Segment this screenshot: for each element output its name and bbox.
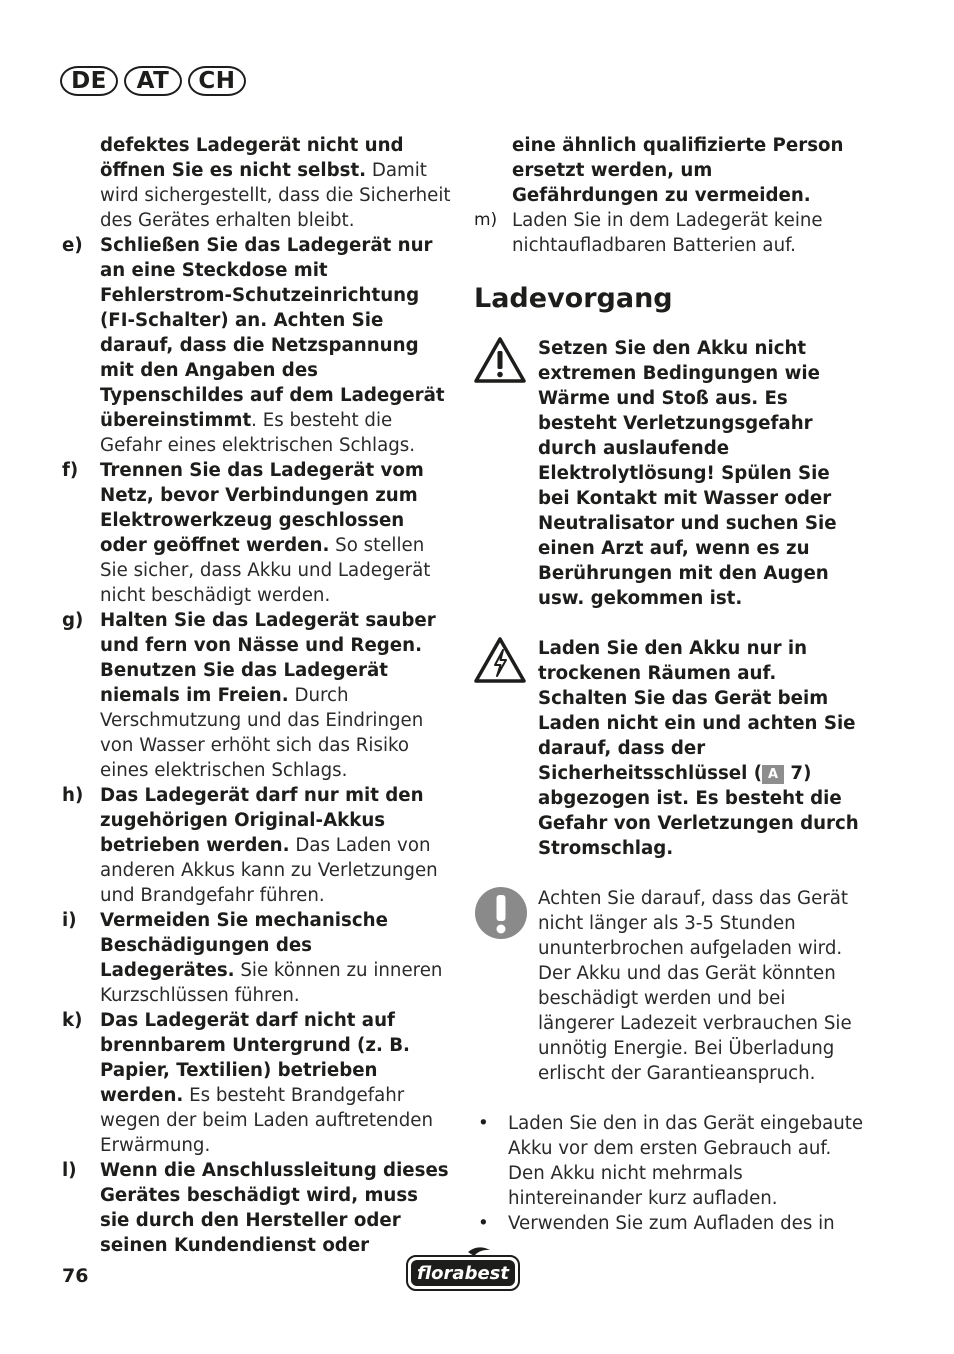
list-marker: e) — [62, 235, 83, 256]
list-item-text: Das Laden von anderen Akkus kann zu Verletzungen und Brandgefahr führen. — [100, 835, 438, 906]
intro-bold: defektes Ladegerät nicht und öffnen Sie es nicht selbst. — [100, 135, 404, 181]
list-item-e — [62, 233, 452, 458]
list-item-bold: Vermeiden Sie mechanische Beschädigungen des Ladegerätes. — [100, 910, 388, 981]
right-column — [474, 133, 864, 1236]
language-badge-de: DE — [60, 66, 118, 96]
left-column — [62, 133, 452, 1258]
bullet-list — [474, 1111, 864, 1236]
list-item-bold: Schließen Sie das Ladegerät nur an eine Steckdose mit Fehlerstrom-Schutzeinrichtung (FI-Schalter) an. Achten Sie darauf, dass die Netzspannung mit den Angaben des Typenschildes auf dem Ladegerät übereinstimmt — [100, 235, 445, 431]
list-marker: k) — [62, 1010, 83, 1031]
list-item-f — [62, 458, 452, 608]
continuation-text: eine ähnlich qualifizierte Person ersetzt werden, um Gefährdungen zu vermeiden. — [512, 135, 844, 206]
warning-triangle-icon — [474, 336, 526, 391]
bullet-text: Verwenden Sie zum Aufladen des in — [508, 1213, 835, 1234]
list-marker: f) — [62, 460, 79, 481]
list-item-text: Es besteht Brandgefahr wegen der beim Laden auftretenden Erwärmung. — [100, 1085, 433, 1156]
list-marker: h) — [62, 785, 84, 806]
list-item-m — [474, 208, 864, 258]
language-badge-at: AT — [124, 66, 182, 96]
svg-text:florabest: florabest — [417, 1263, 509, 1284]
list-item-text: . Es besteht die Gefahr eines elektrischen Schlags. — [100, 410, 416, 456]
list-item-bold: Trennen Sie das Ladegerät vom Netz, bevor Verbindungen zum Elektrowerkzeug geschlossen oder geöffnet werden. — [100, 460, 424, 556]
list-item-bold: Halten Sie das Ladegerät sauber und fern von Nässe und Regen. Benutzen Sie das Ladegerät niemals im Freien. — [100, 610, 436, 706]
list-item — [474, 1211, 864, 1236]
electric-notice-text-start: Laden Sie den Akku nur in trockenen Räumen auf. Schalten Sie das Gerät beim Laden nicht ein und achten Sie darauf, dass der Sicherheitsschlüssel ( — [538, 638, 856, 784]
bullet-dot: • — [478, 1113, 489, 1134]
section-heading: Ladevorgang — [474, 283, 673, 314]
list-item-bold: Wenn die Anschlussleitung dieses Gerätes beschädigt wird, muss sie durch den Hersteller oder seinen Kundendienst oder — [100, 1160, 449, 1256]
intro-text: Damit wird sichergestellt, dass die Sicherheit des Gerätes erhalten bleibt. — [100, 160, 451, 231]
list-marker: i) — [62, 910, 77, 931]
continuation-paragraph — [474, 133, 864, 208]
list-item-h — [62, 783, 452, 908]
list-item — [474, 1111, 864, 1211]
bullet-text: Laden Sie den in das Gerät eingebaute Akku vor dem ersten Gebrauch auf. Den Akku nicht mehrmals hintereinander kurz aufladen. — [508, 1113, 864, 1209]
list-item-text: So stellen Sie sicher, dass Akku und Ladegerät nicht beschädigt werden. — [100, 535, 431, 606]
bullet-dot: • — [478, 1213, 489, 1234]
electric-notice-text-end: 7) abgezogen ist. Es besteht die Gefahr von Verletzungen durch Stromschlag. — [538, 763, 859, 859]
list-item-text: Sie können zu inneren Kurzschlüssen führen. — [100, 960, 443, 1006]
list-item-text: Laden Sie in dem Ladegerät keine nichtaufladbaren Batterien auf. — [512, 210, 823, 256]
list-item-bold: Das Ladegerät darf nicht auf brennbarem Untergrund (z. B. Papier, Textilien) betrieben werden. — [100, 1010, 410, 1106]
brand-logo — [404, 1246, 522, 1298]
intro-paragraph — [62, 133, 452, 233]
warning-notice-text: Setzen Sie den Akku nicht extremen Bedingungen wie Wärme und Stoß aus. Es besteht Verletzungsgefahr durch auslaufende Elektrolytlösung! Spülen Sie bei Kontakt mit Wasser oder Neutralisator und suchen Sie einen Arzt auf, wenn es zu Berührungen mit den Augen usw. gekommen ist. — [538, 338, 837, 609]
list-item-bold: Das Ladegerät darf nur mit den zugehörigen Original-Akkus betrieben werden. — [100, 785, 424, 856]
list-marker: g) — [62, 610, 84, 631]
page-number: 76 — [62, 1265, 89, 1287]
list-item-g — [62, 608, 452, 783]
list-item-text: Durch Verschmutzung und das Eindringen von Wasser erhöht sich das Risiko eines elektrischen Schlags. — [100, 685, 424, 781]
list-item-k — [62, 1008, 452, 1158]
list-item-l — [62, 1158, 452, 1258]
warning-notice — [474, 336, 864, 611]
info-notice-text: Achten Sie darauf, dass das Gerät nicht länger als 3-5 Stunden ununterbrochen aufgeladen wird. Der Akku und das Gerät könnten beschädigt werden und bei längerer Ladezeit verbrauchen Sie unnötig Energie. Bei Überladung erlischt der Garantieanspruch. — [538, 888, 852, 1084]
list-item-i — [62, 908, 452, 1008]
language-badge-ch: CH — [188, 66, 246, 96]
exclamation-icon — [474, 886, 528, 947]
electric-hazard-icon — [474, 636, 526, 691]
language-badges — [60, 66, 246, 96]
info-notice — [474, 886, 864, 1086]
list-marker: m) — [474, 210, 498, 230]
figure-reference-badge: A — [762, 765, 784, 784]
list-marker: l) — [62, 1160, 77, 1181]
electric-notice — [474, 636, 864, 861]
